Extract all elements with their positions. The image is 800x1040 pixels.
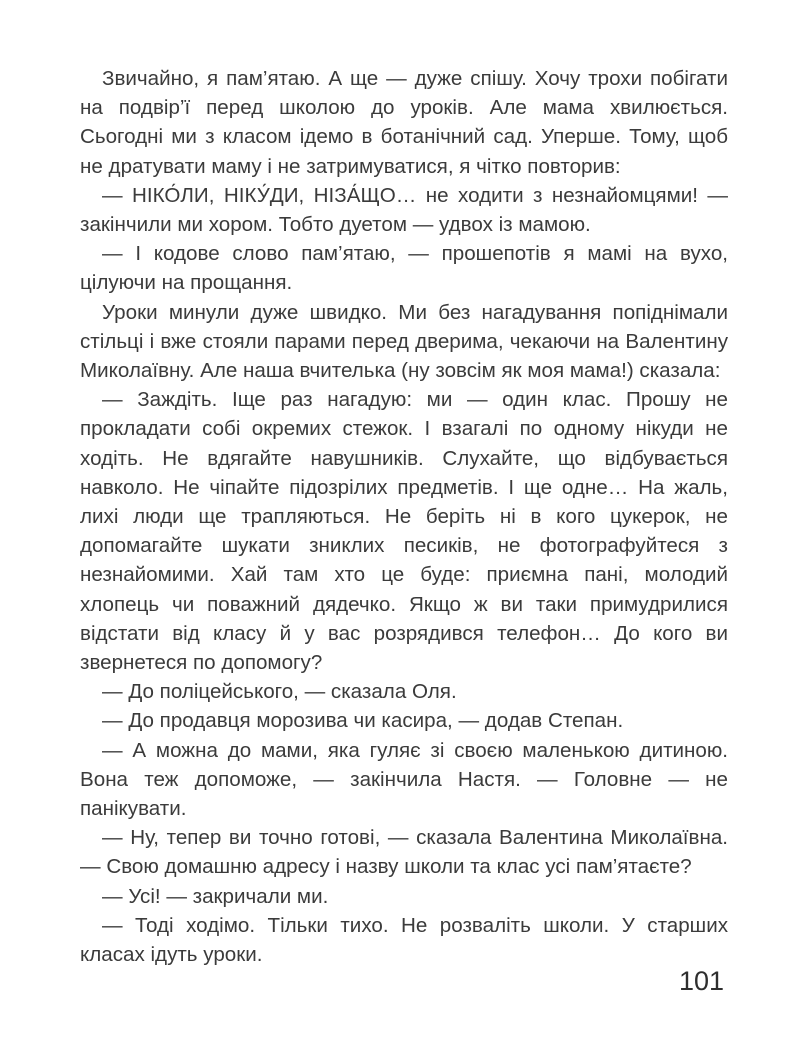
paragraph-4: Уроки минули дуже швидко. Ми без нагадування попіднімали стільці і вже стояли парами перед дверима, чекаючи на Валентину Миколаївну. Але наша вчителька (ну зовсім як моя мама!) сказала: [80,300,728,383]
paragraph-3: — І кодове слово пам’ятаю, — прошепотів я мамі на вухо, цілуючи на прощання. [80,242,728,295]
paragraph-7: — До продавця морозива чи касира, — додав Степан. [102,709,624,733]
story-text [80,64,728,969]
paragraph-5: — Заждіть. Іще раз нагадую: ми — один клас. Прошу не прокладати собі окремих стежок. І взагалі по одному нікуди не ходіть. Не вдягайте навушників. Слухайте, що відбувається навколо. Не чіпайте підозрілих предметів. І ще одне… На жаль, лихі люди ще трапляються. Не беріть ні в кого цукерок, не допомагайте шукати зниклих песиків, не фотографуйтеся з незнайомими. Хай там хто це буде: приємна пані, молодий хлопець чи поважний дядечко. Якщо ж ви таки примудрилися відстати від класу й у вас розрядився телефон… До кого ви звернетеся по допомогу? [80,388,728,675]
paragraph-8: — А можна до мами, яка гуляє зі своєю маленькою дитиною. Вона теж допоможе, — закінчила Настя. — Головне — не панікувати. [80,738,728,821]
paragraph-2: — НІКО́ЛИ, НІКУ́ДИ, НІЗА́ЩО… не ходити з незнайомцями! — закінчили ми хором. Тобто дуетом — удвох із мамою. [80,183,728,237]
paragraph-10: — Усі! — закричали ми. [102,884,329,908]
page-number: 101 [678,966,724,996]
paragraph-9: — Ну, тепер ви точно готові, — сказала Валентина Миколаївна. — Свою домашню адресу і назву школи та клас усі пам’ятаєте? [80,826,728,879]
paragraph-11: — Тоді ходімо. Тільки тихо. Не розваліть школи. У старших класах ідуть уроки. [80,913,728,967]
paragraph-1: Звичайно, я пам’ятаю. А ще — дуже спішу. Хочу трохи побігати на подвір’ї перед школою до уроків. Але мама хвилюється. Сьогодні ми з класом ідемо в ботанічний сад. Уперше. Тому, щоб не дратувати маму і не затримуватися, я чітко повторив: [80,67,728,178]
paragraph-6: — До поліцейського, — сказала Оля. [102,680,457,704]
